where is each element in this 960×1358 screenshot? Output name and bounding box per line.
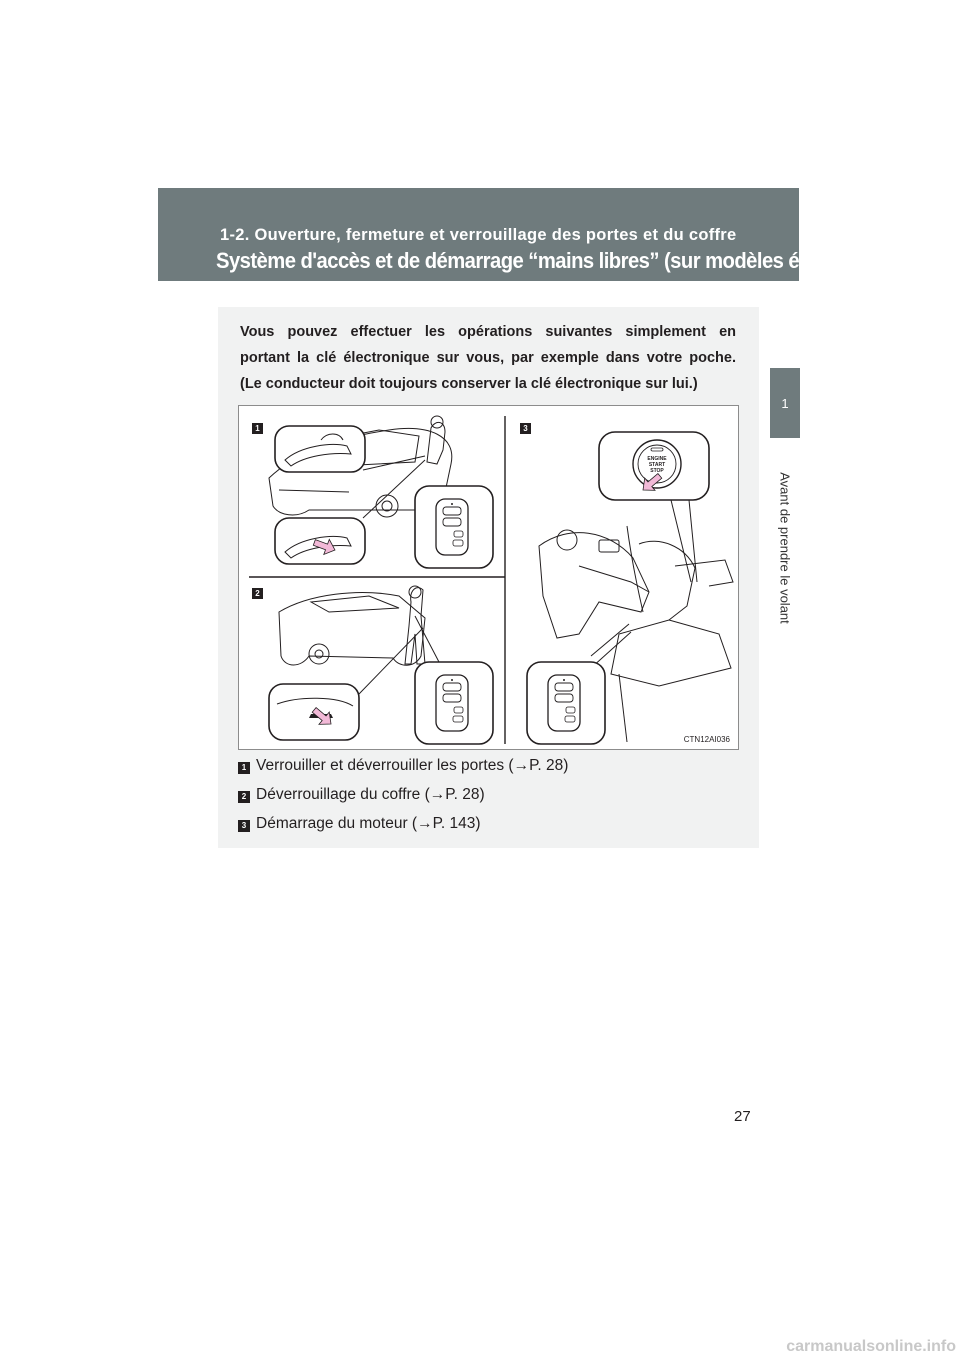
watermark[interactable]: carmanualsonline.info — [786, 1338, 956, 1355]
step-text[interactable]: Déverrouillage du coffre (→P. 28) — [256, 786, 485, 803]
header-band — [158, 188, 868, 281]
intro-line: Vous pouvez effectuer les opérations suivantes simplement en — [240, 324, 736, 340]
push-button-text: STOP — [650, 468, 664, 474]
push-button-text: ENGINE — [647, 456, 667, 462]
figure-code: CTN12AI036 — [683, 735, 730, 744]
intro-line: portant la clé électronique sur vous, par exemple dans votre poche. — [240, 350, 736, 366]
push-button-text: START — [648, 462, 666, 468]
figure-marker: 3 — [520, 423, 531, 434]
section-title: 1-2. Ouverture, fermeture et verrouillage des portes et du coffre — [220, 226, 737, 244]
step-number: 1 — [238, 762, 250, 774]
content-box — [218, 307, 759, 848]
step-text[interactable]: Verrouiller et déverrouiller les portes (→P. 28) — [256, 757, 569, 774]
intro-line: (Le conducteur doit toujours conserver la clé électronique sur lui.) — [240, 376, 698, 392]
step-number: 3 — [238, 820, 250, 832]
step-text[interactable]: Démarrage du moteur (→P. 143) — [256, 815, 481, 832]
chapter-number: 1 — [781, 395, 789, 411]
figure-marker: 1 — [252, 423, 263, 434]
page-heading: Système d'accès et de démarrage “mains libres” (sur modèles équipés) — [216, 248, 868, 273]
figure-marker: 2 — [252, 588, 263, 599]
illustration — [238, 405, 739, 750]
step-number: 2 — [238, 791, 250, 803]
illustration-drawing — [239, 406, 740, 751]
page-number: 27 — [734, 1108, 751, 1125]
chapter-tab[interactable] — [770, 368, 800, 438]
chapter-title: Avant de prendre le volant — [777, 472, 793, 624]
intro-paragraph — [240, 319, 736, 397]
